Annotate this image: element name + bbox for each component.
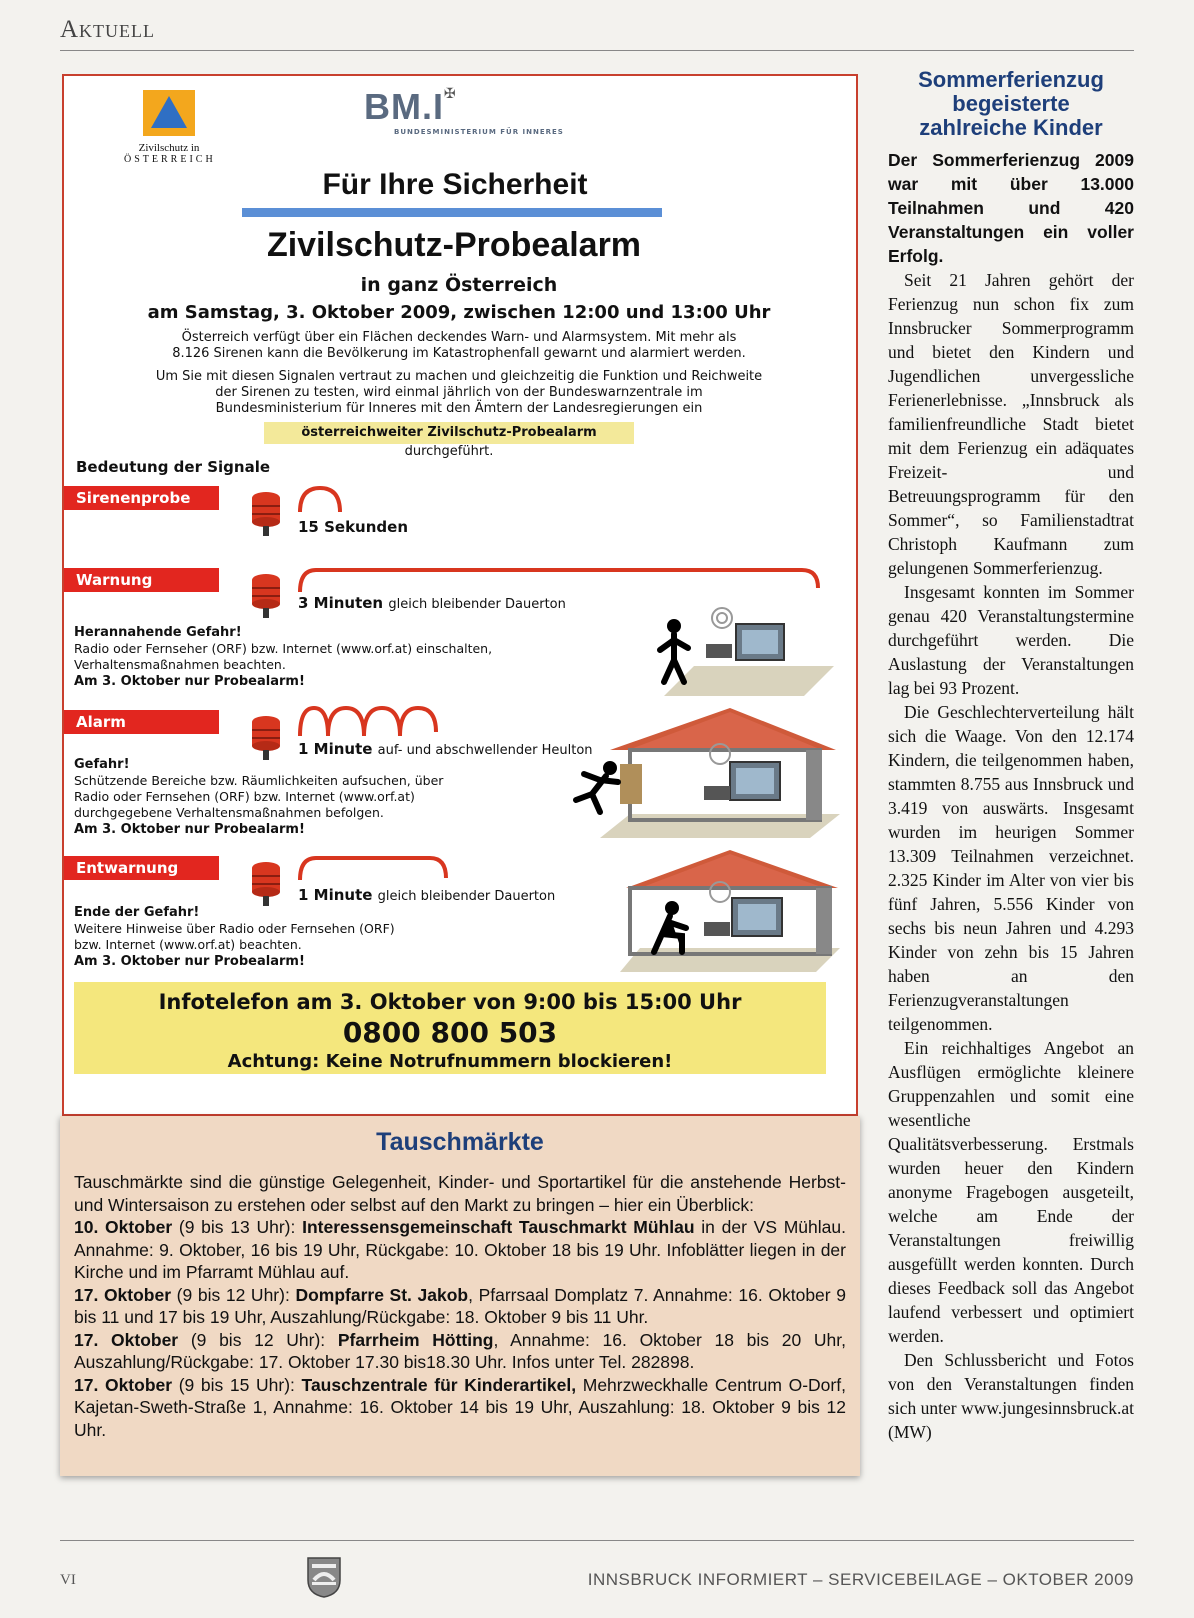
info-warning: Achtung: Keine Notrufnummern blockieren! [227, 1051, 673, 1072]
item-time: (9 bis 13 Uhr): [172, 1217, 303, 1237]
poster-title: Zivilschutz-Probealarm [266, 226, 642, 264]
signal-duration [298, 886, 555, 904]
siren-icon [246, 714, 286, 760]
item-org: Dompfarre St. Jakob [295, 1284, 469, 1305]
signal-label-warnung: Warnung [64, 568, 219, 592]
zivilschutz-logo [124, 90, 214, 165]
signal-text-note: Am 3. Oktober nur Probealarm! [74, 822, 305, 837]
person-radio-illustration [654, 596, 834, 706]
signal-label-sirenenprobe: Sirenenprobe [64, 486, 219, 510]
item-details: Mehrzweckhalle Centrum O-Dorf, Kajetan-Sweth-Straße 1, Annahme: 16. Oktober 14 bis 19 Uhr, Auszahlung: 18. Oktober 9 bis 12 Uhr. [74, 1374, 846, 1440]
signal-wave-long-icon [296, 564, 826, 594]
poster-purpose-paragraph [84, 369, 834, 417]
signal-text-line: Schützende Bereiche bzw. Räumlichkeiten aufsuchen, über [74, 773, 444, 788]
zivilschutz-logo-line2: ÖSTERREICH [124, 154, 216, 165]
item-time: (9 bis 15 Uhr): [172, 1374, 302, 1395]
item-date: 17. Oktober [74, 1374, 173, 1395]
item-org: Tauschzentrale für Kinderartikel, [301, 1374, 577, 1395]
signal-text-line: Verhaltensmaßnahmen beachten. [74, 657, 286, 672]
item-time: (9 bis 12 Uhr): [171, 1284, 296, 1305]
item-org: Interessensgemeinschaft Tauschmarkt Mühlau [302, 1217, 695, 1237]
signal-text-entwarnung [74, 904, 395, 970]
signal-text-warnung [74, 624, 492, 690]
siren-icon [246, 572, 286, 618]
article-sommerferienzug [888, 68, 1134, 1444]
list-item [74, 1284, 846, 1329]
signal-wave-medium-icon [296, 852, 456, 882]
duration-value: 15 Sekunden [298, 518, 408, 536]
item-date: 17. Oktober [74, 1284, 172, 1305]
duration-description: gleich bleibender Dauerton [377, 889, 556, 904]
infotelefon-box [74, 982, 826, 1074]
siren-icon [246, 490, 286, 536]
bmi-logo-subtitle: BUNDESMINISTERIUM FÜR INNERES [394, 128, 564, 136]
item-date: 10. Oktober [74, 1217, 173, 1237]
eagle-icon: ✠ [444, 86, 456, 102]
signal-text-alarm [74, 756, 443, 838]
bmi-logo [364, 86, 564, 136]
signal-text-line: Weitere Hinweise über Radio oder Fernsehen (ORF) [74, 921, 395, 936]
article-paragraph: Insgesamt konnten im Sommer genau 420 Veranstaltungstermine durchgeführt werden. Die Auslastung der Veranstaltungen lag bei 93 Prozent. [888, 582, 1134, 698]
item-org: Pfarrheim Hötting [337, 1329, 494, 1350]
list-item [74, 1329, 846, 1374]
poster-date: am Samstag, 3. Oktober 2009, zwischen 12:00 und 13:00 Uhr [147, 302, 771, 323]
article-paragraph: Seit 21 Jahren gehört der Ferienzug nun schon fix zum Innsbrucker Sommerprogramm und bietet den Kindern und Jugendlichen unvergessliche Ferienerlebnisse. „Innsbruck als familienfreundliche Stadt bietet mit dem Ferienzug ein adäquates Freizeit- und Betreuungsprogramm für den Sommer“, so Familienstadtrat Christoph Kaufmann zum gelungenen Sommerferienzug. [888, 270, 1134, 578]
item-date: 17. Oktober [74, 1329, 179, 1350]
article-paragraph: Ein reichhaltiges Angebot an Ausflügen ermöglichte kleinere Gruppenzahlen und somit eine wesentliche Qualitätsverbesserung. Erstmals wurden heuer den Kindern anonyme Fragebogen ausgeteilt, welche am Ende der Veranstaltungen freiwillig ausgefüllt werden konnten. Durch dieses Feedback soll das Angebot laufend verbessert und optimiert werden. [888, 1038, 1134, 1346]
article-lead: Der Sommerferienzug 2009 war mit über 13.000 Teilnahmen und 420 Veranstaltungen ein voller Erfolg. [888, 150, 1134, 266]
signal-text-title: Ende der Gefahr! [74, 905, 200, 920]
poster-headline: Für Ihre Sicherheit [322, 168, 588, 201]
page-number: VI [60, 1572, 76, 1588]
purpose-line: Bundesministerium für Inneres mit den Ämtern der Landesregierungen ein [215, 401, 703, 416]
signal-label-alarm: Alarm [64, 710, 219, 734]
purpose-line: der Sirenen zu testen, wird einmal jährlich von der Bundeswarnzentrale im [215, 385, 703, 400]
article-paragraph: Die Geschlechterverteilung hält sich die Waage. Von den 12.174 Kindern, die teilgenommen haben, stammten 8.755 aus Innsbruck und 3.419 von auswärts. Insgesamt wurden im heurigen Sommer 13.309 Teilnahmen verzeichnet. 2.325 Kinder im Alter von vier bis fünf Jahren, 5.556 Kinder von sechs bis neun Jahren und 4.293 Kinder von zehn bis 15 Jahren haben an den Ferienzugveranstaltungen teilgenommen. [888, 702, 1134, 1034]
duration-value: 1 Minute [298, 886, 373, 904]
tauschmaerkte-intro: Tauschmärkte sind die günstige Gelegenheit, Kinder- und Sportartikel für die anstehende Herbst- und Wintersaison zu erstehen oder selbst auf den Markt zu bringen – hier ein Überblick: [74, 1172, 846, 1215]
zivilschutz-triangle-icon [143, 90, 195, 136]
item-details: , Pfarrsaal Domplatz 7. Annahme: 16. Oktober 9 bis 11 und 17 bis 19 Uhr, Auszahlung/Rückgabe: 18. Oktober 9 bis 11 Uhr. [74, 1284, 846, 1327]
duration-description: auf- und abschwellender Heulton [377, 743, 593, 758]
signal-duration [298, 518, 408, 536]
probealarm-highlight: österreichweiter Zivilschutz-Probealarm [264, 422, 634, 444]
signal-text-line: Radio oder Fernseher (ORF) bzw. Internet (www.orf.at) einschalten, [74, 641, 493, 656]
signal-text-line: Radio oder Fernsehen (ORF) bzw. Internet (www.orf.at) [74, 789, 415, 804]
tauschmaerkte-body [74, 1171, 846, 1441]
bmi-logo-title: BM.I [364, 86, 444, 127]
poster-subtitle: in ganz Österreich [360, 274, 558, 296]
signal-label-entwarnung: Entwarnung [64, 856, 219, 880]
poster-intro-paragraph [84, 330, 834, 362]
signal-duration [298, 594, 566, 612]
article-title-line: begeisterte [952, 91, 1070, 116]
zivilschutz-logo-line1: Zivilschutz in [138, 142, 200, 154]
item-details: , Annahme: 16. Oktober 18 bis 20 Uhr, Auszahlung/Rückgabe: 17. Oktober 17.30 bis18.30 Uhr. Infos unter Tel. 282898. [74, 1329, 846, 1372]
poster-performed: durchgeführt. [404, 444, 494, 459]
signal-text-line: durchgegebene Verhaltensmaßnahmen befolgen. [74, 805, 384, 820]
list-item [74, 1216, 846, 1284]
signal-text-note: Am 3. Oktober nur Probealarm! [74, 954, 305, 969]
signal-text-line: bzw. Internet (www.orf.at) beachten. [74, 937, 302, 952]
duration-value: 3 Minuten [298, 594, 384, 612]
bottom-rule [60, 1540, 1134, 1541]
signal-wave-short-icon [296, 484, 346, 514]
item-time: (9 bis 12 Uhr): [178, 1329, 338, 1350]
article-paragraph: Den Schlussbericht und Fotos von den Veranstaltungen finden sich unter www.jungesinnsbruck.at (MW) [888, 1350, 1134, 1442]
headline-underline [242, 208, 662, 217]
info-line: Infotelefon am 3. Oktober von 9:00 bis 15:00 Uhr [158, 990, 742, 1014]
person-entering-house-illustration [570, 704, 840, 840]
signals-heading: Bedeutung der Signale [76, 458, 271, 476]
purpose-line: Um Sie mit diesen Signalen vertraut zu machen und gleichzeitig die Funktion und Reichweite [155, 369, 763, 384]
intro-line: Österreich verfügt über ein Flächen deckendes Warn- und Alarmsystem. Mit mehr als [181, 330, 737, 345]
signal-text-note: Am 3. Oktober nur Probealarm! [74, 674, 305, 689]
top-rule [60, 50, 1134, 51]
article-title-line: zahlreiche Kinder [919, 115, 1103, 140]
section-title: Aktuell [60, 16, 156, 43]
info-phone: 0800 800 503 [342, 1016, 558, 1049]
duration-description: gleich bleibender Dauerton [388, 597, 566, 612]
article-title [888, 68, 1134, 140]
signal-text-title: Gefahr! [74, 757, 130, 772]
item-details: in der VS Mühlau. Annahme: 9. Oktober, 16 bis 19 Uhr, Rückgabe: 10. Oktober 18 bis 19 Uhr. Infoblätter liegen in der Kirche und im Pfarramt Mühlau auf. [74, 1217, 846, 1282]
intro-line: 8.126 Sirenen kann die Bevölkerung im Katastrophenfall gewarnt und alarmiert werden. [172, 346, 746, 361]
signal-text-title: Herannahende Gefahr! [74, 625, 242, 640]
article-title-line: Sommerferienzug [918, 67, 1104, 92]
signal-wave-howl-icon [296, 704, 456, 740]
list-item [74, 1374, 846, 1442]
person-sitting-house-illustration [620, 848, 840, 974]
footer-publication: INNSBRUCK INFORMIERT – SERVICEBEILAGE – OKTOBER 2009 [587, 1570, 1134, 1589]
probealarm-poster [62, 74, 858, 1116]
tauschmaerkte-box [60, 1116, 860, 1476]
tauschmaerkte-title: Tauschmärkte [376, 1128, 544, 1156]
siren-icon [246, 860, 286, 906]
innsbruck-crest-icon [306, 1556, 342, 1598]
duration-value: 1 Minute [298, 740, 373, 758]
